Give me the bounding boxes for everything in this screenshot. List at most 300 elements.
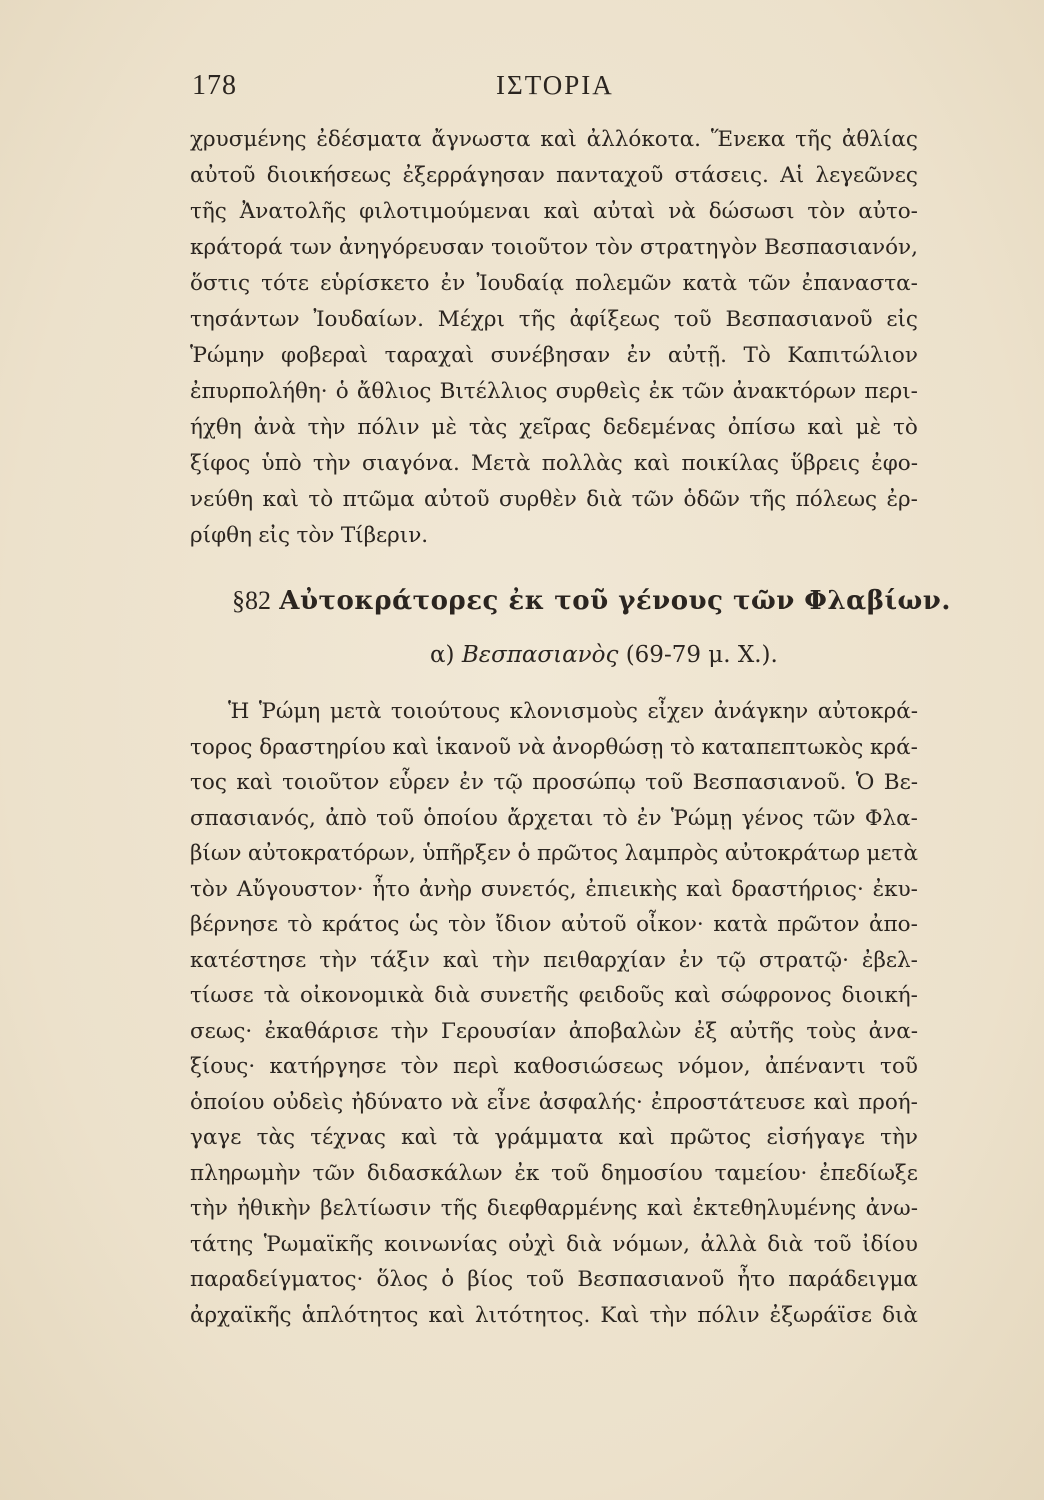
word: τὸν <box>448 912 487 937</box>
word: αὐτοκράτωρ <box>724 841 861 866</box>
word: καὶ <box>401 1125 438 1150</box>
word: ρίφθη <box>190 523 252 548</box>
word: καὶ <box>540 127 577 152</box>
word: συνετῆς <box>480 983 569 1008</box>
word: κατὰ <box>682 271 738 296</box>
text-line <box>190 836 918 872</box>
word: τὴν <box>190 1196 228 1221</box>
word: γράμματα <box>494 1125 604 1150</box>
word: τορος <box>190 734 253 760</box>
word: τίωσε <box>190 983 254 1008</box>
word: ὑπὸ <box>261 451 302 476</box>
word: ἐδέσματα <box>316 127 422 152</box>
word: σπασιανός, <box>190 805 316 831</box>
word: ἀνάγκην <box>713 699 809 724</box>
word: Αἱ <box>780 163 805 188</box>
word: ὁ <box>335 379 349 404</box>
text-line <box>190 374 918 410</box>
word: ἦτο <box>372 876 411 902</box>
section-heading <box>232 586 951 616</box>
word: ἐξ <box>693 1018 718 1044</box>
word: αὐτοῦ <box>561 912 627 937</box>
word: τὸ <box>670 734 695 760</box>
word: διοικήσεως <box>266 163 392 188</box>
section-title: Αὐτοκράτορες ἐκ τοῦ γένους τῶν Φλαβίων. <box>279 586 951 616</box>
word: των <box>289 235 332 260</box>
word: Γερουσίαν <box>440 1018 557 1044</box>
word: μετὰ <box>866 841 918 866</box>
text-line <box>190 302 918 338</box>
word: Ἀνατολῆς <box>239 199 347 224</box>
word: τοῦ <box>551 1160 590 1186</box>
word: τὴν <box>880 1125 918 1150</box>
word: συρθὲν <box>498 487 577 512</box>
word: ἐκ <box>514 1160 540 1186</box>
word: ἐπυρπολήθη· <box>190 379 328 404</box>
word: τῶν <box>748 271 791 296</box>
word: οἶκον· <box>636 912 704 937</box>
word: καὶ <box>543 199 580 224</box>
word: αὐτοκρατόρων, <box>247 841 416 866</box>
word: λαμπρὸς <box>624 841 719 866</box>
word: ἀλλόκοτα. <box>586 127 701 152</box>
subsection-heading <box>430 642 778 668</box>
word: λεγεῶνες <box>815 163 918 188</box>
subsection-name: Βεσπασιανὸς <box>461 642 619 668</box>
word: χρυσμένης <box>190 127 307 152</box>
word: ἀνα- <box>868 1018 918 1044</box>
word: εἶχεν <box>647 699 705 724</box>
word: τότε <box>261 271 309 296</box>
word: μετὰ <box>329 699 382 724</box>
word: ὁποίου <box>190 1089 265 1115</box>
word: καὶ <box>807 415 844 440</box>
word: κράτος <box>321 912 400 937</box>
text-line <box>190 266 918 302</box>
word: ποικίλας <box>681 451 780 476</box>
word: ἀπὸ <box>325 805 367 831</box>
word: ἐφο- <box>871 451 918 476</box>
word: ἀπέναντι <box>764 1054 866 1079</box>
word: κατήργησε <box>269 1054 387 1079</box>
word: γένος <box>741 805 804 831</box>
word: κατὰ <box>713 912 768 937</box>
word: Ῥώμην <box>190 343 265 368</box>
word: ἐρ- <box>886 487 918 512</box>
word: νὰ <box>668 199 696 224</box>
word: διὰ <box>586 487 623 512</box>
word: τῶν <box>812 805 856 831</box>
word: ἐν <box>440 271 466 296</box>
word: ὕβρεις <box>790 451 860 476</box>
word: κρά- <box>870 734 918 760</box>
word: ξίους· <box>190 1054 256 1079</box>
word: τὴν <box>319 947 358 973</box>
word: τοῦ <box>880 1054 918 1079</box>
word: τῆς <box>795 127 832 152</box>
word: ταραχαὶ <box>384 343 475 368</box>
text-line <box>190 907 918 943</box>
word: περὶ <box>452 1054 500 1079</box>
word: τοιούτους <box>390 699 501 724</box>
word: ἦτο <box>737 1267 776 1292</box>
word: τὰ <box>452 1125 480 1150</box>
word: ὡς <box>409 912 439 937</box>
word: κράτορά <box>190 235 283 260</box>
word: καὶ <box>633 451 671 476</box>
word: Ἰουδαίᾳ <box>476 271 564 296</box>
word: τάτης <box>190 1231 254 1257</box>
word: στάσεις. <box>674 163 769 188</box>
word: Βε- <box>883 770 918 795</box>
word: εἰς <box>258 523 291 548</box>
word: τὸ <box>287 912 313 937</box>
word: καὶ <box>262 487 299 512</box>
text-line <box>190 1014 918 1050</box>
text-line <box>190 1227 918 1263</box>
word: παράδειγμα <box>788 1267 918 1292</box>
word: τὸν <box>807 199 846 224</box>
word: ἀνακτόρων <box>732 379 857 404</box>
word: πολλὰς <box>541 451 623 476</box>
word: φιλοτιμούμεναι <box>359 199 531 224</box>
word: εἰσήγαγε <box>766 1125 865 1150</box>
word: διδασκάλων <box>366 1160 503 1186</box>
word: τοιοῦτον <box>491 235 589 260</box>
word: τοὺς <box>806 1018 857 1044</box>
word: καὶ <box>686 876 723 902</box>
word: Μετὰ <box>470 451 531 476</box>
word: ἐπιεικὴς <box>585 876 678 902</box>
paragraph-vespasian <box>190 694 918 1333</box>
word: τὸν <box>595 235 634 260</box>
word: πρῶτος <box>670 1125 752 1150</box>
word: ὀπίσω <box>727 415 796 440</box>
word: δεδεμένας <box>602 415 716 440</box>
word: νὰ <box>517 734 546 760</box>
word: τῆς <box>749 487 787 512</box>
word: τὸν <box>400 1054 439 1079</box>
text-line <box>190 694 918 730</box>
word: πρῶτον <box>777 912 860 937</box>
word: ἐκαθάρισε <box>264 1018 379 1044</box>
word: Βεσπασιανοῦ. <box>692 770 847 795</box>
word: ὅλος <box>376 1267 429 1292</box>
word: λιτότητος. <box>474 1302 591 1328</box>
word: ἰδίου <box>862 1231 918 1257</box>
word: σεως· <box>190 1018 253 1044</box>
word: Φλα- <box>864 805 918 831</box>
text-line <box>190 230 918 266</box>
text-line <box>190 410 918 446</box>
word: βελτίωσιν <box>320 1196 432 1221</box>
word: καθοσιώσεως <box>513 1054 664 1079</box>
text-line <box>190 194 918 230</box>
word: αὐτῆς <box>729 1018 794 1044</box>
word: ἐξερράγησαν <box>402 163 545 188</box>
word: νεύθη <box>190 487 254 512</box>
word: εὑρίσκετο <box>320 271 430 296</box>
word: προσώπῳ <box>532 770 636 795</box>
paragraph-vitellius <box>190 122 918 554</box>
text-line <box>190 730 918 766</box>
word: διὰ <box>434 983 471 1008</box>
word: τῶν <box>312 1160 356 1186</box>
word: Καπιτώλιον <box>787 343 918 368</box>
word: πόλιν <box>357 415 420 440</box>
section-number: §82 <box>232 586 271 615</box>
word: νόμον, <box>677 1054 751 1079</box>
word: περι- <box>864 379 918 404</box>
word: δημοσίου <box>600 1160 703 1186</box>
word: ἀνὴρ <box>418 876 473 902</box>
word: ἠθικὴν <box>237 1196 311 1221</box>
word: ἐξωράϊσε <box>769 1302 872 1328</box>
word: ἐβελ- <box>861 947 918 973</box>
word: καὶ <box>813 1089 850 1115</box>
word: ὁ <box>441 1267 455 1292</box>
word: τὰ <box>263 983 291 1008</box>
word: ἴδιον <box>495 912 552 937</box>
word: μὲ <box>431 415 457 440</box>
word: πανταχοῦ <box>556 163 664 188</box>
word: Αὔγουστον· <box>236 876 364 902</box>
word: ἠδύνατο <box>351 1089 443 1115</box>
word: ἐπαναστα- <box>801 271 918 296</box>
word: συνέβησαν <box>490 343 611 368</box>
text-line <box>190 122 918 158</box>
word: τῷ <box>493 770 523 795</box>
word: τοῦ <box>673 307 712 332</box>
page-number: 178 <box>192 70 237 101</box>
word: καταπεπτωκὸς <box>701 734 864 760</box>
word: Τίβεριν. <box>340 523 429 548</box>
text-line <box>190 482 918 518</box>
word: καὶ <box>674 983 711 1008</box>
word: καὶ <box>646 1196 684 1221</box>
word: ἀθλίας <box>841 127 918 152</box>
word: ἐπεδίωξε <box>819 1160 918 1186</box>
word: Ἡ <box>228 699 250 724</box>
word: Ὁ <box>855 770 875 795</box>
word: στρατῷ· <box>758 947 849 973</box>
word: τὸ <box>893 415 918 440</box>
word: αὐτοκρά- <box>817 699 918 724</box>
word: τὴν <box>649 1302 688 1328</box>
word: σιαγόνα. <box>361 451 460 476</box>
word: αὐτοῦ <box>190 163 256 188</box>
word: μὲ <box>855 415 882 440</box>
word: Ἕνεκα <box>710 127 786 152</box>
word: ἐκυ- <box>872 876 918 902</box>
word: τησάντων <box>190 307 300 332</box>
word: ἀπο- <box>869 912 918 937</box>
subsection-label: α) <box>430 642 455 668</box>
word: διὰ <box>566 1231 602 1257</box>
word: τος <box>190 770 227 795</box>
word: πολεμῶν <box>575 271 672 296</box>
word: ήχθη <box>190 415 242 440</box>
word: εἶνε <box>486 1089 531 1115</box>
word: τοῦ <box>813 1231 852 1257</box>
word: τοιοῦτον <box>282 770 380 795</box>
text-line <box>190 978 918 1014</box>
word: κατέστησε <box>190 947 307 973</box>
word: πειθαρχίαν <box>543 947 666 973</box>
word: τοῦ <box>526 1267 565 1292</box>
word: κοινωνίας <box>384 1231 498 1257</box>
word: Βεσπασιανοῦ <box>725 307 873 332</box>
word: δραστηρίου <box>259 734 386 760</box>
word: ἀνορθώσῃ <box>552 734 664 760</box>
word: ἐπροστάτευσε <box>651 1089 806 1115</box>
text-line <box>190 518 918 554</box>
word: καὶ <box>442 947 480 973</box>
running-title: ΙΣΤΟΡΙΑ <box>496 70 614 100</box>
word: Ῥώμη <box>258 699 321 724</box>
word: βέρνησε <box>190 912 278 937</box>
word: ἀσφαλής· <box>538 1089 643 1115</box>
text-line <box>190 1156 918 1192</box>
word: Μέχρι <box>437 307 505 332</box>
text-line <box>190 765 918 801</box>
text-line <box>190 1049 918 1085</box>
word: αὐτοῦ <box>424 487 490 512</box>
word: βίος <box>467 1267 514 1292</box>
word: ἐν <box>636 805 662 831</box>
word: εἰς <box>886 307 918 332</box>
word: βίων <box>190 841 242 866</box>
word: καὶ <box>236 770 273 795</box>
word: ὑπῆρξεν <box>422 841 512 866</box>
word: διοική- <box>841 983 918 1008</box>
word: φοβεραὶ <box>280 343 369 368</box>
word: τὰς <box>468 415 508 440</box>
word: Βεσπασιανοῦ <box>577 1267 725 1292</box>
word: ἀνω- <box>865 1196 918 1221</box>
word: τὴν <box>307 415 346 440</box>
word: ἀλλὰ <box>700 1231 757 1257</box>
word: τὸ <box>602 805 628 831</box>
word: ταμείου· <box>714 1160 808 1186</box>
word: παραδείγματος· <box>190 1267 364 1292</box>
word: Βεσπασιανόν, <box>764 235 918 260</box>
word: προή- <box>858 1089 918 1115</box>
word: ὁ <box>517 841 531 866</box>
word: ξίφος <box>190 451 251 476</box>
text-line <box>190 872 918 908</box>
word: ὁποίου <box>423 805 498 831</box>
word: ἄγνωστα <box>431 127 531 152</box>
word: καὶ <box>392 734 429 760</box>
word: ἐν <box>626 343 652 368</box>
word: ἁπλότητος <box>301 1302 419 1328</box>
word: αὐτο- <box>858 199 918 224</box>
word: καὶ <box>618 1125 655 1150</box>
word: κλονισμοὺς <box>509 699 638 724</box>
word: Τὸ <box>743 343 771 368</box>
word: στρατηγὸν <box>639 235 758 260</box>
word: οὐδεὶς <box>272 1089 344 1115</box>
word: εὗρεν <box>388 770 450 795</box>
word: Ῥωμαϊκῆς <box>263 1231 374 1257</box>
word: Ῥώμῃ <box>670 805 733 831</box>
word: καὶ <box>428 1302 465 1328</box>
word: Καὶ <box>600 1302 640 1328</box>
word: ἀποβαλὼν <box>568 1018 682 1044</box>
text-line <box>190 1262 918 1298</box>
word: ἱκανοῦ <box>435 734 512 760</box>
word: πληρωμὴν <box>190 1160 301 1186</box>
text-line <box>190 1120 918 1156</box>
word: συνετός, <box>480 876 577 902</box>
word: πτῶμα <box>342 487 415 512</box>
word: τὸν <box>190 876 228 902</box>
word: ἐκτεθηλυμένης <box>692 1196 857 1221</box>
text-line <box>190 1191 918 1227</box>
word: ἀνὰ <box>253 415 296 440</box>
word: ὅστις <box>190 271 250 296</box>
word: ἄθλιος <box>356 379 432 404</box>
word: τῆς <box>440 1196 478 1221</box>
word: δραστήριος· <box>731 876 864 902</box>
text-line <box>190 338 918 374</box>
word: τῶν <box>681 379 725 404</box>
word: σώφρονος <box>720 983 832 1008</box>
word: γαγε <box>190 1125 242 1150</box>
word: τὸν <box>296 523 335 548</box>
word: τὰς <box>256 1125 296 1150</box>
word: ἀφίξεως <box>569 307 660 332</box>
word: ἐκ <box>648 379 674 404</box>
page-header <box>0 0 1044 110</box>
word: τὴν <box>312 451 351 476</box>
word: συρθεὶς <box>555 379 641 404</box>
word: ἀρχαϊκῆς <box>190 1302 292 1328</box>
word: τῷ <box>716 947 746 973</box>
word: διὰ <box>882 1302 918 1328</box>
word: τέχνας <box>310 1125 386 1150</box>
word: πρῶτος <box>536 841 619 866</box>
word: τὴν <box>390 1018 429 1044</box>
word: φειδοῦς <box>578 983 665 1008</box>
word: τῶν <box>631 487 675 512</box>
word: τάξιν <box>370 947 430 973</box>
subsection-dates: (69-79 μ. Χ.). <box>625 642 778 668</box>
word: ἐν <box>459 770 484 795</box>
word: ἄρχεται <box>507 805 594 831</box>
text-line <box>190 158 918 194</box>
word: ἀνηγόρευσαν <box>338 235 485 260</box>
word: ὁδῶν <box>683 487 740 512</box>
word: τοῦ <box>645 770 684 795</box>
word: νόμων, <box>612 1231 690 1257</box>
text-line <box>190 1298 918 1334</box>
text-line <box>190 943 918 979</box>
word: πόλεως <box>795 487 878 512</box>
word: πόλιν <box>697 1302 760 1328</box>
word: τοῦ <box>376 805 415 831</box>
word: αὐταὶ <box>592 199 656 224</box>
text-line <box>190 446 918 482</box>
word: δώσωσι <box>708 199 795 224</box>
word: αὐτῇ. <box>667 343 728 368</box>
word: διεφθαρμένης <box>486 1196 638 1221</box>
word: Βιτέλλιος <box>439 379 548 404</box>
word: νὰ <box>450 1089 479 1115</box>
word: τῆς <box>190 199 227 224</box>
text-line <box>190 801 918 837</box>
